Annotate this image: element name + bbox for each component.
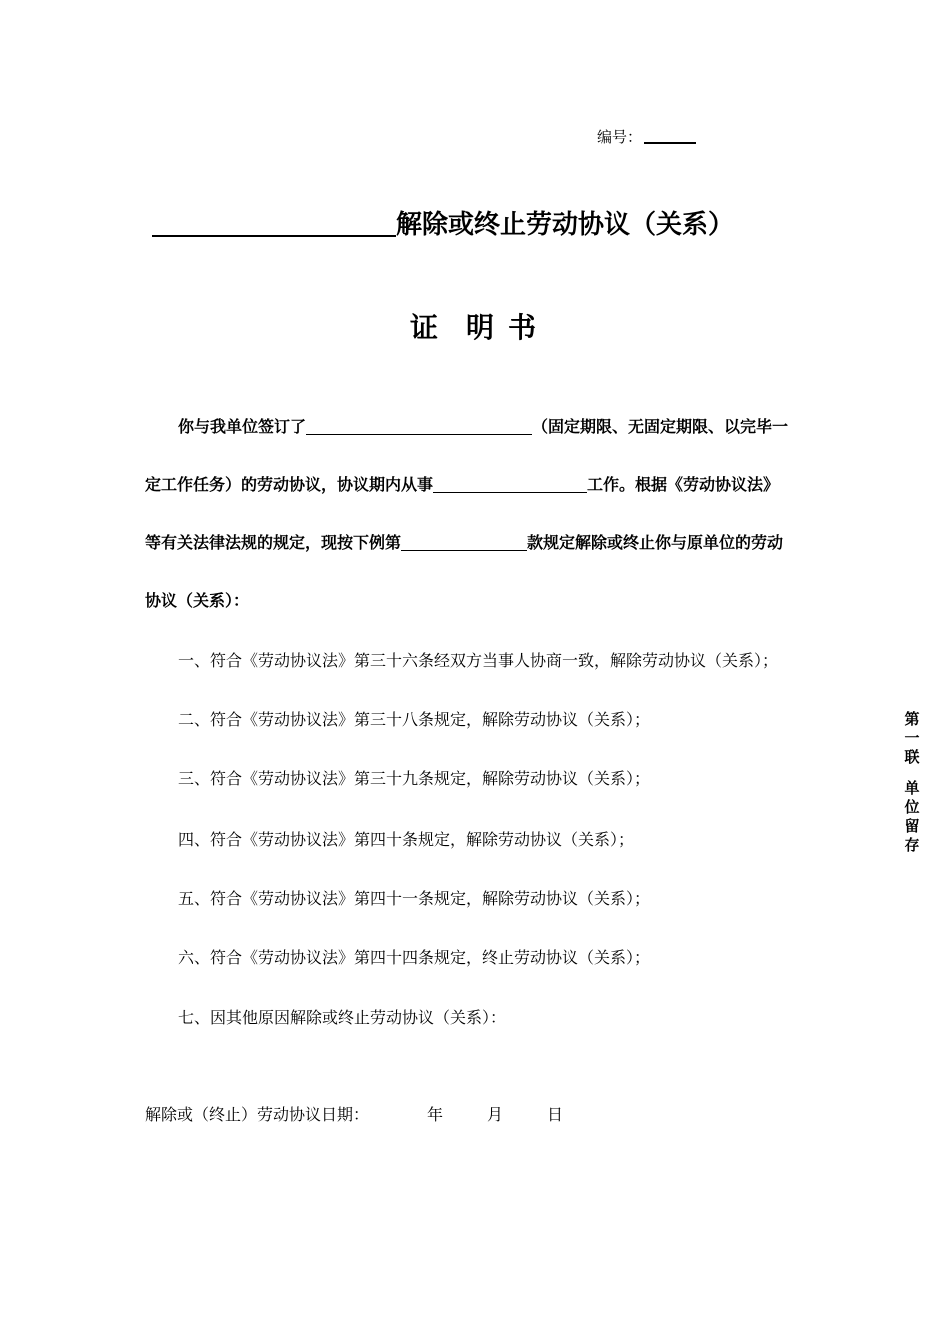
side-char: 联 xyxy=(904,748,920,766)
clause-item-3: 三、符合《劳动协议法》第三十九条规定，解除劳动协议（关系）； xyxy=(178,769,651,788)
clause-item-7: 七、因其他原因解除或终止劳动协议（关系）： xyxy=(178,1008,507,1027)
side-char: 一 xyxy=(904,729,920,747)
serial-number-blank[interactable] xyxy=(644,132,696,144)
paragraph-line-1-start: 你与我单位签订了 xyxy=(178,417,307,436)
termination-date-label: 解除或（终止）劳动协议日期： xyxy=(145,1105,370,1124)
subtitle-char-2: 明 xyxy=(466,311,495,344)
paragraph-line-2-start: 定工作任务）的劳动协议，协议期内从事 xyxy=(145,475,434,494)
paragraph-line-1-end: （固定期限、无固定期限、以完毕一 xyxy=(532,417,789,436)
document-subtitle xyxy=(410,306,536,346)
side-char: 第 xyxy=(904,710,920,728)
paragraph-line-1 xyxy=(178,414,788,437)
clause-item-2: 二、符合《劳动协议法》第三十八条规定，解除劳动协议（关系）； xyxy=(178,710,651,729)
month-label: 月 xyxy=(487,1105,504,1124)
day-label: 日 xyxy=(547,1105,564,1124)
contract-type-blank[interactable] xyxy=(306,420,532,435)
termination-date-row xyxy=(145,1102,563,1125)
paragraph-line-2-end: 工作。根据《劳动协议法》 xyxy=(587,475,780,494)
copy-designation-vertical xyxy=(903,710,921,855)
subtitle-char-1: 证 xyxy=(410,311,439,344)
clause-number-blank[interactable] xyxy=(401,536,527,551)
clause-item-6: 六、符合《劳动协议法》第四十四条规定，终止劳动协议（关系）； xyxy=(178,948,651,967)
side-char: 存 xyxy=(904,836,920,854)
side-char: 位 xyxy=(904,798,920,816)
subtitle-char-3: 书 xyxy=(508,311,537,344)
paragraph-line-3 xyxy=(145,530,783,553)
clause-item-5: 五、符合《劳动协议法》第四十一条规定，解除劳动协议（关系）； xyxy=(178,889,651,908)
paragraph-line-3-end: 款规定解除或终止你与原单位的劳动 xyxy=(527,533,784,552)
job-blank[interactable] xyxy=(433,478,587,493)
paragraph-line-4: 协议（关系）： xyxy=(145,591,250,610)
paragraph-line-3-start: 等有关法律法规的规定，现按下例第 xyxy=(145,533,402,552)
clause-item-1: 一、符合《劳动协议法》第三十六条经双方当事人协商一致，解除劳动协议（关系）； xyxy=(178,651,779,670)
paragraph-line-2 xyxy=(145,472,779,495)
side-char: 留 xyxy=(904,817,920,835)
side-spacer xyxy=(903,767,921,779)
serial-number-label: 编号： xyxy=(597,128,643,146)
clause-item-4: 四、符合《劳动协议法》第四十条规定，解除劳动协议（关系）； xyxy=(178,830,635,849)
side-char: 单 xyxy=(904,779,920,797)
year-label: 年 xyxy=(427,1105,444,1124)
serial-number xyxy=(597,126,696,147)
title-blank-line[interactable] xyxy=(152,211,396,237)
document-title xyxy=(152,204,734,241)
title-text: 解除或终止劳动协议（关系） xyxy=(396,210,735,240)
